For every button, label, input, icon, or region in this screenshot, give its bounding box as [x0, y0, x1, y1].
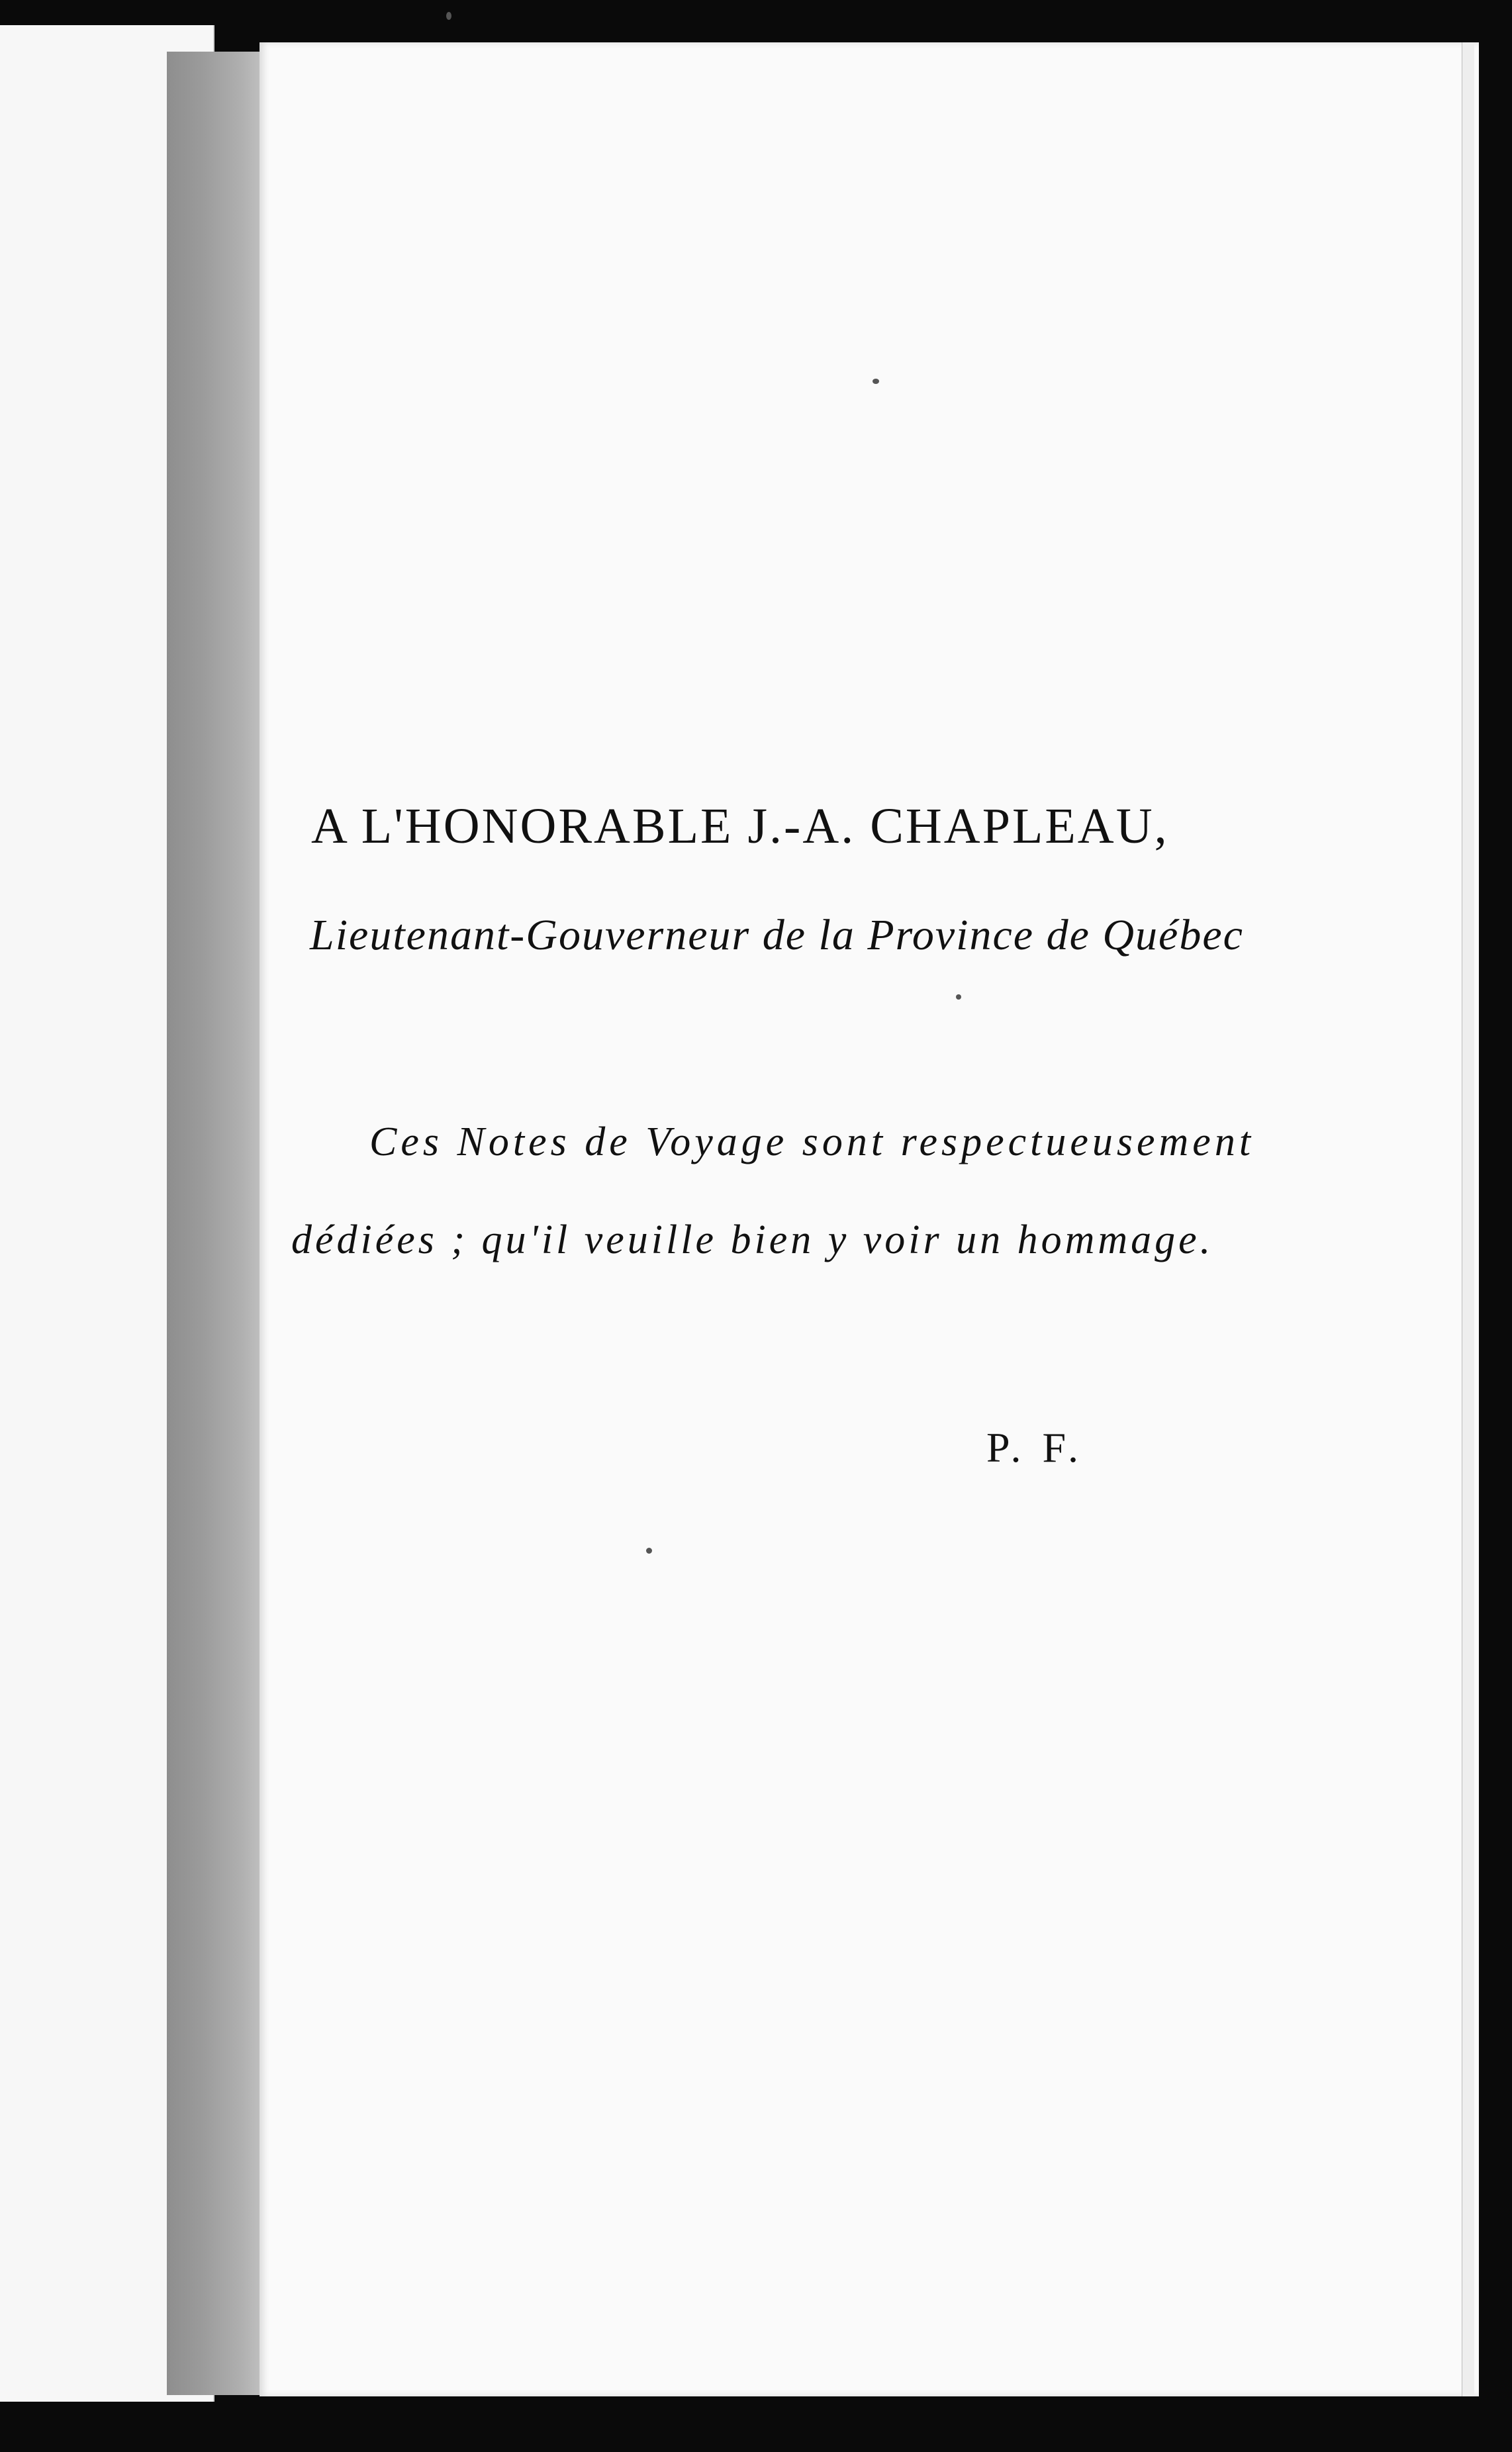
dedication-office: Lieutenant-Gouverneur de la Province de Québec: [310, 911, 1244, 959]
scan-speck: [956, 994, 961, 1000]
dedication-line-2: dédiées ; qu'il veuille bien y voir un hommage.: [291, 1217, 1214, 1262]
scan-speck: [446, 12, 451, 20]
dedication-signature: P. F.: [986, 1424, 1084, 1471]
dedication-line-1: Ces Notes de Voyage sont respectueusement: [369, 1119, 1255, 1164]
scan-speck: [873, 379, 879, 384]
page-gutter: [167, 52, 274, 2395]
scan-border: [1479, 26, 1512, 2452]
next-page-edge: [1462, 42, 1474, 2396]
scan-speck: [646, 1548, 652, 1554]
dedication-addressee: A L'HONORABLE J.-A. CHAPLEAU,: [311, 798, 1169, 854]
